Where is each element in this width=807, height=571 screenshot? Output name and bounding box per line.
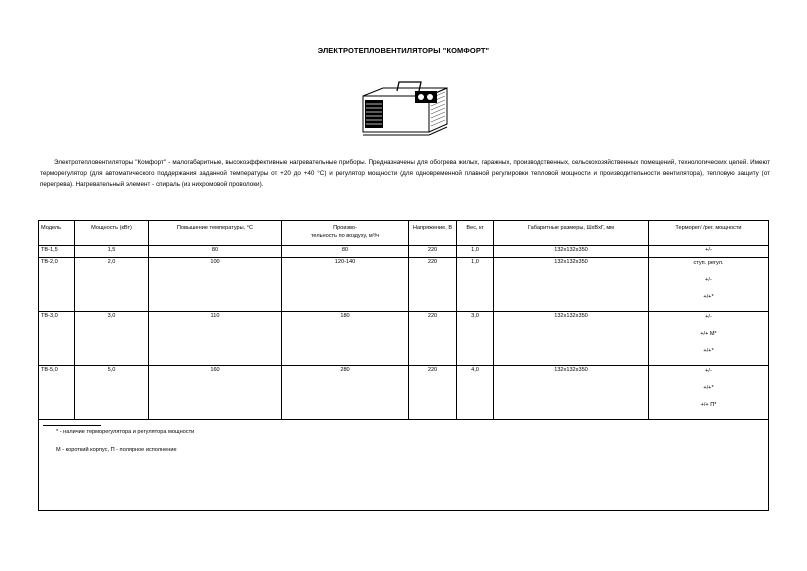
col-airflow [282, 221, 409, 246]
cell-temp: 80 [149, 246, 282, 258]
cell-airflow: 280 [282, 366, 409, 420]
document-title: ЭЛЕКТРОТЕПЛОВЕНТИЛЯТОРЫ "КОМФОРТ" [317, 46, 490, 55]
therm-value: +/+ М* [700, 331, 717, 337]
cell-temp: 110 [149, 312, 282, 366]
col-therm: Терморег/ /рег. мощности [649, 221, 769, 246]
therm-value: +/+* [703, 348, 714, 354]
cell-airflow: 80 [282, 246, 409, 258]
col-airflow-line1: Произво- [333, 225, 357, 231]
col-dims: Габаритные размеры, ШхВхГ, мм [494, 221, 649, 246]
cell-therm [649, 312, 769, 366]
col-power: Мощность (кВт) [75, 221, 149, 246]
table-row [39, 366, 769, 420]
therm-value: +/+* [703, 294, 714, 300]
therm-value: ступ. регул. [693, 260, 724, 266]
therm-value: +/+* [703, 385, 714, 391]
cell-airflow: 180 [282, 312, 409, 366]
cell-therm [649, 246, 769, 258]
cell-voltage: 220 [409, 366, 457, 420]
table-row [39, 246, 769, 258]
cell-model: ТВ-2,0 [39, 258, 75, 312]
note-abbreviations: М - короткий корпус, П - полярное исполнение [56, 447, 177, 453]
cell-dims: 132x132x350 [494, 312, 649, 366]
notes-cell [39, 420, 769, 511]
cell-temp: 160 [149, 366, 282, 420]
cell-weight: 3,0 [457, 312, 494, 366]
table-row [39, 258, 769, 312]
therm-value: +/- [705, 247, 712, 253]
cell-weight: 1,0 [457, 258, 494, 312]
cell-voltage: 220 [409, 246, 457, 258]
cell-dims: 132x132x350 [494, 246, 649, 258]
cell-therm [649, 258, 769, 312]
cell-voltage: 220 [409, 258, 457, 312]
cell-weight: 1,0 [457, 246, 494, 258]
therm-value: +/- [705, 314, 712, 320]
cell-model: ТВ-1,5 [39, 246, 75, 258]
therm-value: +/+ П* [700, 402, 717, 408]
cell-voltage: 220 [409, 312, 457, 366]
description-text: Электротепловентиляторы "Комфорт" - малогабаритные, высокоэффективные нагревательные приборы. Предназначены для обогрева жилых, гаражных, производственных, сельскохозяйственных помещений, технологических целей. Имеют терморегулятор (для автоматического поддержания заданной температуры от +20 до +40 °C) и регулятор мощности (для одновременной плавной регулировки тепловой мощности и производительности вентилятора), тепловую защиту (от перегрева). Нагревательный элемент - спираль (из нихромовой проволоки). [40, 159, 770, 189]
therm-value: +/- [705, 368, 712, 374]
note-asterisk: * - наличие терморегулятора и регулятора мощности [56, 429, 195, 435]
table-header-row [39, 221, 769, 246]
col-temp: Повышение температуры, °С [149, 221, 282, 246]
cell-power: 1,5 [75, 246, 149, 258]
cell-temp: 100 [149, 258, 282, 312]
col-model: Модель [39, 221, 75, 246]
cell-weight: 4,0 [457, 366, 494, 420]
col-weight: Вес, кг [457, 221, 494, 246]
specifications-table [38, 220, 769, 511]
cell-therm [649, 366, 769, 420]
cell-model: ТВ-3,0 [39, 312, 75, 366]
notes-divider [43, 425, 101, 426]
heater-illustration [355, 80, 455, 146]
description [40, 157, 770, 191]
col-voltage: Напряжение, В [409, 221, 457, 246]
notes-row [39, 420, 769, 511]
cell-power: 5,0 [75, 366, 149, 420]
table-row [39, 312, 769, 366]
cell-airflow: 120-140 [282, 258, 409, 312]
cell-model: ТВ-5,0 [39, 366, 75, 420]
cell-dims: 132x132x350 [494, 258, 649, 312]
cell-power: 3,0 [75, 312, 149, 366]
therm-value: +/- [705, 277, 712, 283]
cell-dims: 132x132x350 [494, 366, 649, 420]
cell-power: 2,0 [75, 258, 149, 312]
col-airflow-line2: тельность по воздуху, м³/ч [310, 233, 380, 239]
